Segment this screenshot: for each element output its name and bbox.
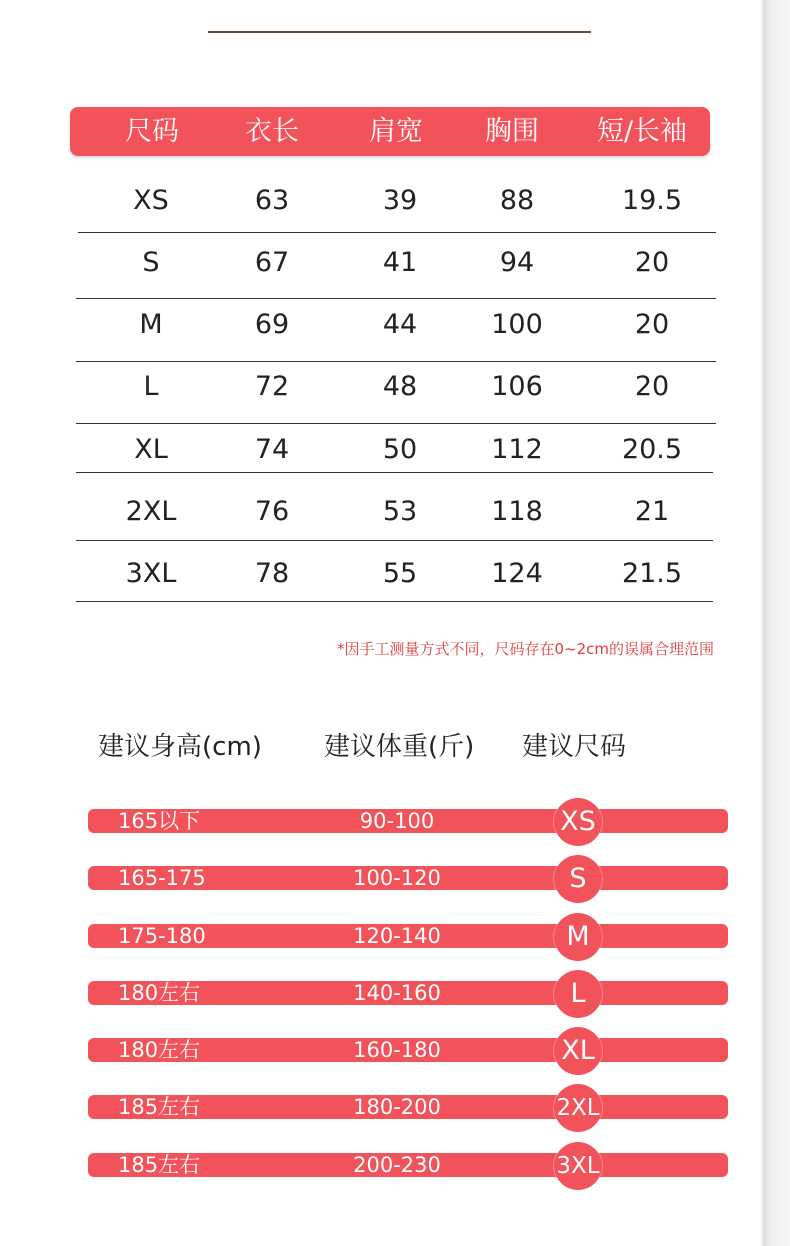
- cell-chest: 94: [499, 247, 535, 278]
- table-row: [76, 243, 716, 283]
- recommended-height: 165以下: [118, 809, 201, 833]
- cell-sleeve: 20: [634, 371, 670, 402]
- cell-sleeve: 21.5: [621, 558, 683, 589]
- cell-chest: 106: [491, 371, 543, 402]
- cell-length: 72: [254, 371, 290, 402]
- rec-header-height: 建议身高(cm): [98, 732, 262, 762]
- recommended-weight: 120-140: [353, 924, 441, 948]
- header-length: 衣长: [245, 116, 299, 147]
- recommended-size-badge: M: [554, 913, 602, 961]
- recommendation-row: [88, 1084, 728, 1130]
- table-divider: [76, 423, 716, 424]
- recommended-size-badge: XS: [554, 798, 602, 846]
- cell-chest: 118: [491, 496, 543, 527]
- header-shoulder: 肩宽: [369, 116, 423, 147]
- recommended-height: 180左右: [118, 1038, 201, 1062]
- size-table-header: [70, 107, 710, 156]
- cell-length: 78: [254, 558, 290, 589]
- page-edge-shadow: [750, 0, 790, 1246]
- table-divider: [76, 298, 716, 299]
- cell-chest: 112: [491, 434, 543, 465]
- cell-size: L: [143, 371, 159, 402]
- header-chest: 胸围: [485, 116, 539, 147]
- recommendation-row: [88, 970, 728, 1016]
- recommended-size-badge: L: [554, 970, 602, 1018]
- recommended-weight: 160-180: [353, 1038, 441, 1062]
- table-divider: [76, 472, 713, 473]
- recommended-size-badge: S: [554, 855, 602, 903]
- cell-sleeve: 20: [634, 309, 670, 340]
- rec-header-weight: 建议体重(斤): [324, 732, 475, 762]
- cell-length: 63: [254, 185, 290, 216]
- recommended-weight: 90-100: [359, 809, 435, 833]
- recommended-weight: 180-200: [353, 1095, 441, 1119]
- cell-size: M: [139, 309, 163, 340]
- header-sleeve: 短/长袖: [596, 116, 688, 147]
- recommendation-row: [88, 1027, 728, 1073]
- recommended-height: 185左右: [118, 1153, 201, 1177]
- cell-size: 3XL: [125, 558, 177, 589]
- recommendation-row: [88, 798, 728, 844]
- cell-sleeve: 20.5: [621, 434, 683, 465]
- recommended-weight: 100-120: [353, 866, 441, 890]
- cell-size: XL: [134, 434, 168, 465]
- recommended-size-badge: 2XL: [554, 1084, 602, 1132]
- recommended-weight: 200-230: [353, 1153, 441, 1177]
- measurement-note: *因手工测量方式不同，尺码存在0~2cm的误属合理范围: [336, 640, 714, 658]
- recommended-size-badge: 3XL: [554, 1142, 602, 1190]
- rec-header-size: 建议尺码: [522, 732, 627, 762]
- cell-length: 69: [254, 309, 290, 340]
- table-divider: [78, 232, 716, 233]
- recommendation-row: [88, 1142, 728, 1188]
- cell-size: XS: [133, 185, 169, 216]
- cell-chest: 124: [491, 558, 543, 589]
- recommendation-row: [88, 855, 728, 901]
- cell-size: S: [142, 247, 160, 278]
- table-row: [76, 430, 716, 470]
- table-row: [76, 305, 716, 345]
- recommended-height: 180左右: [118, 981, 201, 1005]
- recommended-weight: 140-160: [353, 981, 441, 1005]
- cropped-title-fragment: [280, 0, 510, 6]
- header-size: 尺码: [125, 116, 179, 147]
- table-divider: [76, 361, 716, 362]
- cell-sleeve: 20: [634, 247, 670, 278]
- cell-shoulder: 55: [382, 558, 418, 589]
- recommended-height: 175-180: [118, 924, 206, 948]
- cell-sleeve: 19.5: [621, 185, 683, 216]
- cell-sleeve: 21: [634, 496, 670, 527]
- cell-shoulder: 53: [382, 496, 418, 527]
- table-row: [76, 492, 716, 532]
- cell-shoulder: 48: [382, 371, 418, 402]
- cell-shoulder: 44: [382, 309, 418, 340]
- cell-shoulder: 50: [382, 434, 418, 465]
- cell-length: 67: [254, 247, 290, 278]
- table-divider: [76, 540, 713, 541]
- table-row: [76, 181, 716, 221]
- table-row: [76, 367, 716, 407]
- recommended-size-badge: XL: [554, 1027, 602, 1075]
- cell-chest: 88: [499, 185, 535, 216]
- cell-chest: 100: [491, 309, 543, 340]
- title-divider: [208, 31, 591, 33]
- recommended-height: 165-175: [118, 866, 206, 890]
- table-row: [76, 554, 716, 594]
- cell-shoulder: 41: [382, 247, 418, 278]
- cell-size: 2XL: [125, 496, 177, 527]
- cell-length: 74: [254, 434, 290, 465]
- recommended-height: 185左右: [118, 1095, 201, 1119]
- table-divider: [76, 601, 713, 602]
- recommendation-row: [88, 913, 728, 959]
- cell-shoulder: 39: [382, 185, 418, 216]
- cell-length: 76: [254, 496, 290, 527]
